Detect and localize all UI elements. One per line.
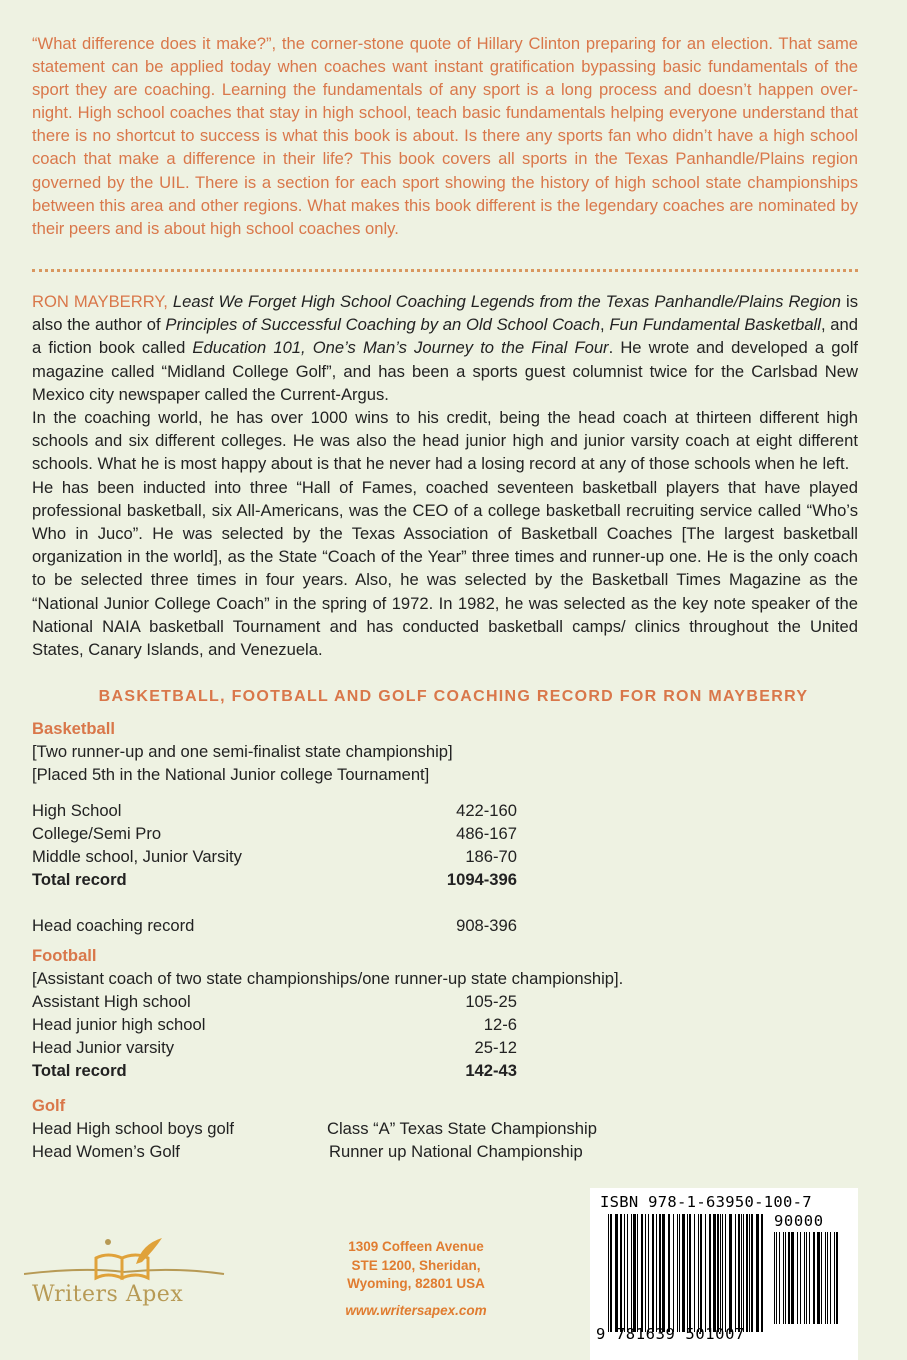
record-label: Head Women’s Golf (32, 1142, 180, 1161)
book-title-4: Education 101, One’s Man’s Journey to the Final Four (192, 338, 609, 358)
ean-digits: 9 781639 501007 (596, 1325, 745, 1343)
basketball-note-1: [Two runner-up and one semi-finalist state championship] (32, 742, 453, 761)
barcode-bar (774, 1232, 775, 1324)
golf-heading: Golf (32, 1096, 66, 1115)
barcode-bar (700, 1214, 702, 1332)
barcode-bar (687, 1214, 688, 1332)
record-label: College/Semi Pro (32, 824, 162, 843)
barcode-bar (821, 1232, 822, 1324)
barcode-bar (648, 1214, 649, 1332)
barcode-bar (738, 1214, 740, 1332)
record-label: Assistant High school (32, 992, 191, 1011)
barcode-bar (761, 1214, 763, 1332)
barcode-bar (804, 1232, 805, 1324)
barcode-bar (791, 1232, 794, 1324)
record-value: 25-12 (474, 1038, 517, 1057)
record-value: 12-6 (483, 1015, 517, 1034)
barcode-bar (779, 1232, 780, 1324)
barcode-bar (720, 1214, 721, 1332)
bio-text: , (600, 315, 610, 335)
barcode-bar (800, 1232, 801, 1324)
barcode-bar (641, 1214, 643, 1332)
barcode-bar (668, 1214, 670, 1332)
barcode-bar (679, 1214, 680, 1332)
record-label: Middle school, Junior Varsity (32, 847, 242, 866)
record-label: Head junior high school (32, 1015, 206, 1034)
book-title-3: Fun Fundamental Basketball (609, 315, 821, 335)
book-title-1: Least We Forget High School Coaching Legends from the Texas Panhandle/Plains Region (172, 292, 842, 311)
addon-barcode-bars (774, 1232, 842, 1324)
basketball-section (32, 717, 872, 937)
barcode-bar (689, 1214, 691, 1332)
barcode-bar (677, 1214, 678, 1332)
barcode-bar (749, 1214, 750, 1332)
barcode-bar (836, 1232, 838, 1324)
record-row (32, 799, 872, 822)
barcode-bar (722, 1214, 723, 1332)
publisher-name: Writers Apex (32, 1282, 184, 1307)
book-title-2: Principles of Successful Coaching by an Old School Coach (165, 315, 601, 335)
record-value: 1094-396 (446, 870, 517, 889)
barcode-bar (806, 1232, 807, 1324)
barcode-bars (608, 1214, 766, 1332)
address-line-2: STE 1200, Sheridan, (351, 1257, 481, 1273)
barcode-bar (662, 1214, 665, 1332)
publisher-address (316, 1238, 516, 1320)
barcode-bar (776, 1232, 777, 1324)
barcode-bar (633, 1214, 636, 1332)
barcode-bar (709, 1214, 711, 1332)
barcode-bar (652, 1214, 654, 1332)
record-value: 908-396 (456, 916, 517, 935)
author-name: RON MAYBERRY, (32, 292, 168, 311)
bio-text: . He wrote and developed a golf magazine called “Midland College Golf”, and has been a sports guest columnist twice for the Carlsbad New Mexico city newspaper called the Current-Argus. (32, 338, 858, 404)
barcode-bar (729, 1214, 732, 1332)
barcode-bar (797, 1232, 798, 1324)
barcode-bar (756, 1214, 759, 1332)
barcode-bar (627, 1214, 628, 1332)
record-label: High School (32, 801, 122, 820)
barcode-bar (631, 1214, 632, 1332)
record-value: Class “A” Texas State Championship (327, 1119, 597, 1138)
barcode-bar (746, 1214, 748, 1332)
back-cover-blurb: “What difference does it make?”, the corner-stone quote of Hillary Clinton preparing for an election. That same statement can be applied today when coaches want instant gratification bypassing basic fundamentals of the sport they are coaching. Learning the fundamentals of any sport is a long process and doesn’t happen over-night. High school coaches that stay in high school, teach basic fundamentals helping everyone understand that there is no shortcut to success is what this book is about. Is there any sports fan who didn’t have a high school coach that make a difference in their life? This book covers all sports in the Texas Panhandle/Plains region governed by the UIL. There is a section for each sport showing the history of high school state championships between this area and other regions. What makes this book different is the legendary coaches are nominated by their peers and is about high school coaches only. (32, 34, 858, 238)
record-row (32, 1140, 872, 1163)
record-value: 142-43 (465, 1061, 517, 1080)
barcode-bar (817, 1232, 820, 1324)
record-row (32, 990, 872, 1013)
basketball-note-2: [Placed 5th in the National Junior college Tournament] (32, 765, 430, 784)
record-title: BASKETBALL, FOOTBALL AND GOLF COACHING RECORD FOR RON MAYBERRY (98, 688, 809, 705)
bio-paragraph-3: He has been inducted into three “Hall of Fames, coached seventeen basketball players that have played professional basketball, six All-Americans, was the CEO of a college basketball recruiting service called “Who’s Who in Juco”. He was selected by the Texas Association of Basketball Coaches [The largest basketball organization in the world], as the State “Coach of the Year” three times and runner-up one. He is the only coach to be selected three times in four years. Also, he was selected by the Basketball Times Magazine as the “National Junior College Coach” in the spring of 1972. In 1982, he was selected as the key note speaker of the National NAIA basketball Tournament and has conducted basketball camps/ clinics throughout the United States, Canary Islands, and Venezuela. (32, 477, 858, 660)
barcode-bar (637, 1214, 638, 1332)
record-label: Total record (32, 1061, 127, 1080)
record-label: Total record (32, 870, 127, 889)
golf-section (32, 1094, 872, 1163)
head-coaching-row (32, 914, 872, 937)
total-record-row (32, 868, 872, 891)
barcode-bar (741, 1214, 742, 1332)
barcode-bar (615, 1214, 618, 1332)
record-label: Head High school boys golf (32, 1119, 235, 1138)
barcode-bar (743, 1214, 744, 1332)
total-record-row (32, 1059, 872, 1082)
basketball-heading: Basketball (32, 719, 116, 738)
publisher-logo (24, 1234, 229, 1319)
dotted-divider (32, 269, 858, 272)
record-row (32, 1117, 872, 1140)
record-value: 186-70 (465, 847, 517, 866)
barcode-bar (834, 1232, 835, 1324)
author-bio (32, 290, 858, 661)
record-value: 486-167 (456, 824, 517, 843)
barcode-bar (785, 1232, 786, 1324)
barcode-bar (783, 1232, 784, 1324)
barcode-bar (608, 1214, 609, 1332)
barcode-bar (624, 1214, 625, 1332)
bio-paragraph-1 (32, 290, 858, 406)
record-value: 422-160 (456, 801, 517, 820)
football-section (32, 944, 872, 1082)
bio-text: is also the author of (32, 292, 859, 335)
barcode-bar (813, 1232, 815, 1324)
publisher-website[interactable]: www.writersapex.com (345, 1302, 487, 1318)
barcode-bar (620, 1214, 622, 1332)
barcode-bar (656, 1214, 657, 1332)
record-row (32, 1036, 872, 1059)
bio-paragraph-2: In the coaching world, he has over 1000 wins to his credit, being the head coach at thirteen different high schools and six different colleges. He was also the head junior high and junior varsity coach at eight different schools. What he is most happy about is that he never had a losing record at any of those schools when he left. (32, 408, 858, 474)
barcode-bar (717, 1214, 719, 1332)
price-code: 90000 (774, 1212, 824, 1230)
barcode-bar (645, 1214, 646, 1332)
record-row (32, 822, 872, 845)
barcode-bar (610, 1214, 612, 1332)
football-heading: Football (32, 946, 97, 965)
isbn-barcode (590, 1188, 858, 1360)
barcode-bar (735, 1214, 736, 1332)
barcode-bar (827, 1232, 828, 1324)
book-quill-icon (24, 1234, 229, 1289)
record-label: Head coaching record (32, 916, 195, 935)
barcode-bar (682, 1214, 685, 1332)
barcode-bar (659, 1214, 661, 1332)
record-row (32, 1013, 872, 1036)
barcode-bar (751, 1214, 753, 1332)
barcode-bar (705, 1214, 706, 1332)
barcode-bar (825, 1232, 826, 1324)
address-line-1: 1309 Coffeen Avenue (348, 1239, 484, 1254)
barcode-bar (830, 1232, 831, 1324)
barcode-bar (713, 1214, 716, 1332)
barcode-bar (788, 1232, 790, 1324)
barcode-bar (673, 1214, 674, 1332)
record-value: Runner up National Championship (329, 1142, 583, 1161)
football-note: [Assistant coach of two state championships/one runner-up state championship]. (32, 969, 624, 988)
record-row (32, 845, 872, 868)
isbn-text: ISBN 978-1-63950-100-7 (600, 1193, 812, 1211)
barcode-bar (809, 1232, 810, 1324)
barcode-bar (694, 1214, 695, 1332)
barcode-bar (698, 1214, 699, 1332)
address-line-3: Wyoming, 82801 USA (347, 1276, 485, 1291)
bio-text: , and a fiction book called (32, 315, 858, 358)
barcode-bar (725, 1214, 726, 1332)
record-label: Head Junior varsity (32, 1038, 175, 1057)
record-value: 105-25 (465, 992, 517, 1011)
